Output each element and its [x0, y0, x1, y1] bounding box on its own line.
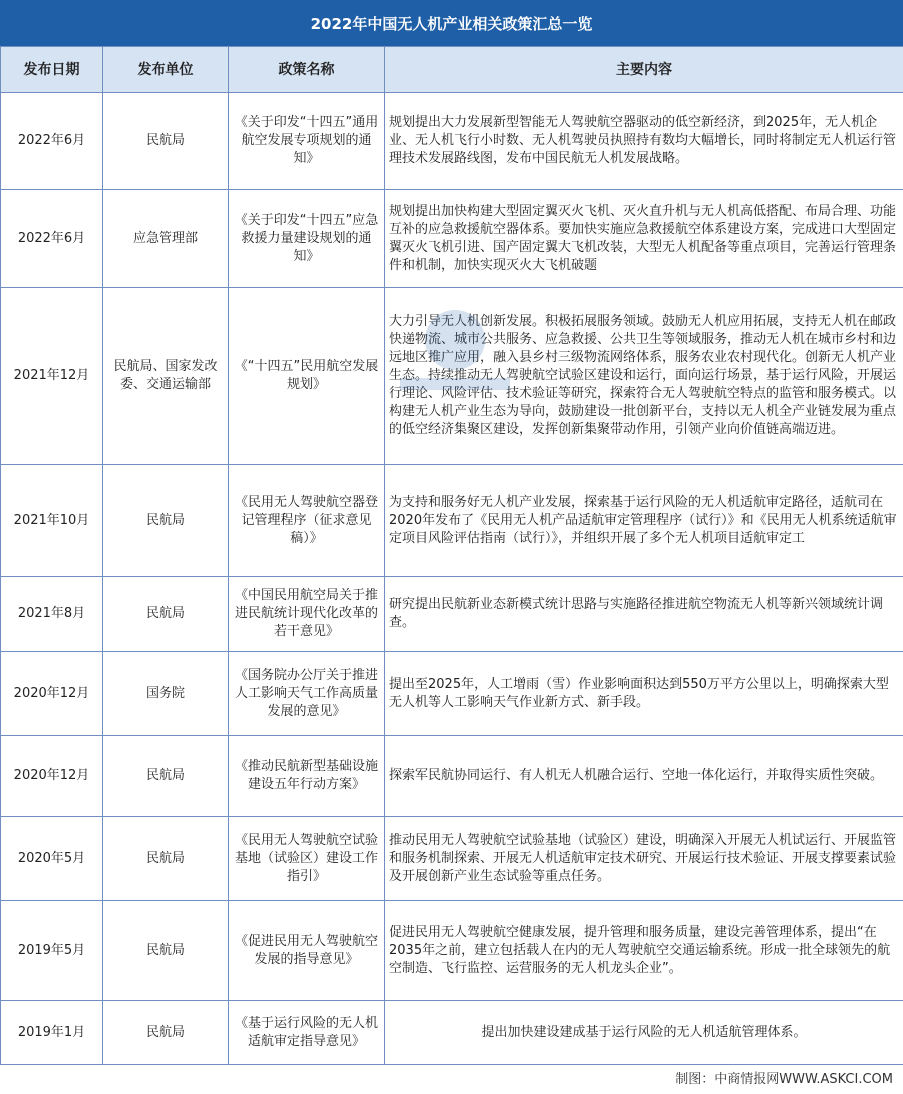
table-row — [1, 901, 903, 1001]
row-policy-name: 《国务院办公厅关于推进人工影响天气工作高质量发展的意见》 — [229, 652, 385, 736]
row-unit: 民航局 — [103, 93, 229, 190]
column-header-unit: 发布单位 — [103, 47, 229, 93]
row-date: 2021年10月 — [1, 465, 103, 577]
page-title: 2022年中国无人机产业相关政策汇总一览 — [0, 0, 903, 46]
column-header-content: 主要内容 — [385, 47, 903, 93]
row-content: 提出至2025年，人工增雨（雪）作业影响面积达到550万平方公里以上，明确探索大型无人机等人工影响天气作业新方式、新手段。 — [385, 652, 903, 736]
row-date: 2021年12月 — [1, 288, 103, 465]
footer-credit: 制图：中商情报网WWW.ASKCI.COM — [675, 1072, 893, 1087]
row-policy-name: 《关于印发“十四五”应急救援力量建设规划的通知》 — [229, 190, 385, 288]
table-row — [1, 288, 903, 465]
row-content: 探索军民航协同运行、有人机无人机融合运行、空地一体化运行，并取得实质性突破。 — [385, 736, 903, 817]
row-content: 提出加快建设建成基于运行风险的无人机适航管理体系。 — [385, 1001, 903, 1065]
table-row — [1, 190, 903, 288]
row-policy-name: 《中国民用航空局关于推进民航统计现代化改革的若干意见》 — [229, 577, 385, 652]
table-row — [1, 817, 903, 901]
row-content: 大力引导无人机创新发展。积极拓展服务领域。鼓励无人机应用拓展，支持无人机在邮政快递物流、城市公共服务、应急救援、公共卫生等领域服务，推动无人机在城市乡村和边远地区推广应用，融入县乡村三级物流网络体系，服务农业农村现代化。创新无人机产业生态。持续推动无人驾驶航空试验区建设和运行，面向运行场景，基于运行风险，开展运行理论、风险评估、技术验证等研究，探索符合无人驾驶航空特点的监管和服务模式。以构建无人机产业生态为导向，鼓励建设一批创新平台，支持以无人机全产业链发展为重点的低空经济集聚区建设，发挥创新集聚带动作用，引领产业向价值链高端迈进。 — [385, 288, 903, 465]
row-unit: 民航局 — [103, 1001, 229, 1065]
row-unit: 应急管理部 — [103, 190, 229, 288]
table-row — [1, 465, 903, 577]
row-content: 规划提出大力发展新型智能无人驾驶航空器驱动的低空新经济，到2025年，无人机企业、无人机飞行小时数、无人机驾驶员执照持有数均大幅增长，同时将制定无人机运行管理技术发展路线图，发布中国民航无人机发展战略。 — [385, 93, 903, 190]
row-unit: 民航局 — [103, 901, 229, 1001]
row-policy-name: 《促进民用无人驾驶航空发展的指导意见》 — [229, 901, 385, 1001]
row-date: 2019年1月 — [1, 1001, 103, 1065]
row-unit: 国务院 — [103, 652, 229, 736]
row-policy-name: 《“十四五”民用航空发展规划》 — [229, 288, 385, 465]
row-unit: 民航局 — [103, 577, 229, 652]
row-date: 2020年12月 — [1, 736, 103, 817]
row-date: 2020年12月 — [1, 652, 103, 736]
row-content: 为支持和服务好无人机产业发展，探索基于运行风险的无人机适航审定路径，适航司在2020年发布了《民用无人机产品适航审定管理程序（试行）》和《民用无人机系统适航审定项目风险评估指南（试行）》，并组织开展了多个无人机项目适航审定工 — [385, 465, 903, 577]
table-row — [1, 93, 903, 190]
table-row — [1, 577, 903, 652]
row-content: 规划提出加快构建大型固定翼灭火飞机、灭火直升机与无人机高低搭配、布局合理、功能互补的应急救援航空器体系。要加快实施应急救援航空体系建设方案，完成进口大型固定翼灭火飞机引进、国产固定翼大飞机改装，大型无人机配备等重点项目，完善运行管理条件和机制，加快实现灭火大飞机破题 — [385, 190, 903, 288]
row-date: 2022年6月 — [1, 190, 103, 288]
row-unit: 民航局 — [103, 817, 229, 901]
row-content: 促进民用无人驾驶航空健康发展，提升管理和服务质量，建设完善管理体系，提出“在2035年之前，建立包括载人在内的无人驾驶航空交通运输系统。形成一批全球领先的航空制造、飞行监控、运营服务的无人机龙头企业”。 — [385, 901, 903, 1001]
row-date: 2021年8月 — [1, 577, 103, 652]
table-row — [1, 1001, 903, 1065]
policy-table — [0, 46, 903, 1065]
row-policy-name: 《基于运行风险的无人机适航审定指导意见》 — [229, 1001, 385, 1065]
table-row — [1, 652, 903, 736]
row-policy-name: 《关于印发“十四五”通用航空发展专项规划的通知》 — [229, 93, 385, 190]
row-unit: 民航局 — [103, 736, 229, 817]
row-policy-name: 《推动民航新型基础设施建设五年行动方案》 — [229, 736, 385, 817]
row-content: 推动民用无人驾驶航空试验基地（试验区）建设，明确深入开展无人机试运行、开展监管和服务机制探索、开展无人机适航审定技术研究、开展运行技术验证、开展支撑要素试验及开展创新产业生态试验等重点任务。 — [385, 817, 903, 901]
row-policy-name: 《民用无人驾驶航空器登记管理程序（征求意见稿）》 — [229, 465, 385, 577]
row-content: 研究提出民航新业态新模式统计思路与实施路径推进航空物流无人机等新兴领域统计调查。 — [385, 577, 903, 652]
row-date: 2020年5月 — [1, 817, 103, 901]
table-header-row — [1, 47, 903, 93]
column-header-date: 发布日期 — [1, 47, 103, 93]
column-header-policy-name: 政策名称 — [229, 47, 385, 93]
row-policy-name: 《民用无人驾驶航空试验基地（试验区）建设工作指引》 — [229, 817, 385, 901]
row-unit: 民航局、国家发改委、交通运输部 — [103, 288, 229, 465]
row-date: 2022年6月 — [1, 93, 103, 190]
row-date: 2019年5月 — [1, 901, 103, 1001]
row-unit: 民航局 — [103, 465, 229, 577]
table-row — [1, 736, 903, 817]
